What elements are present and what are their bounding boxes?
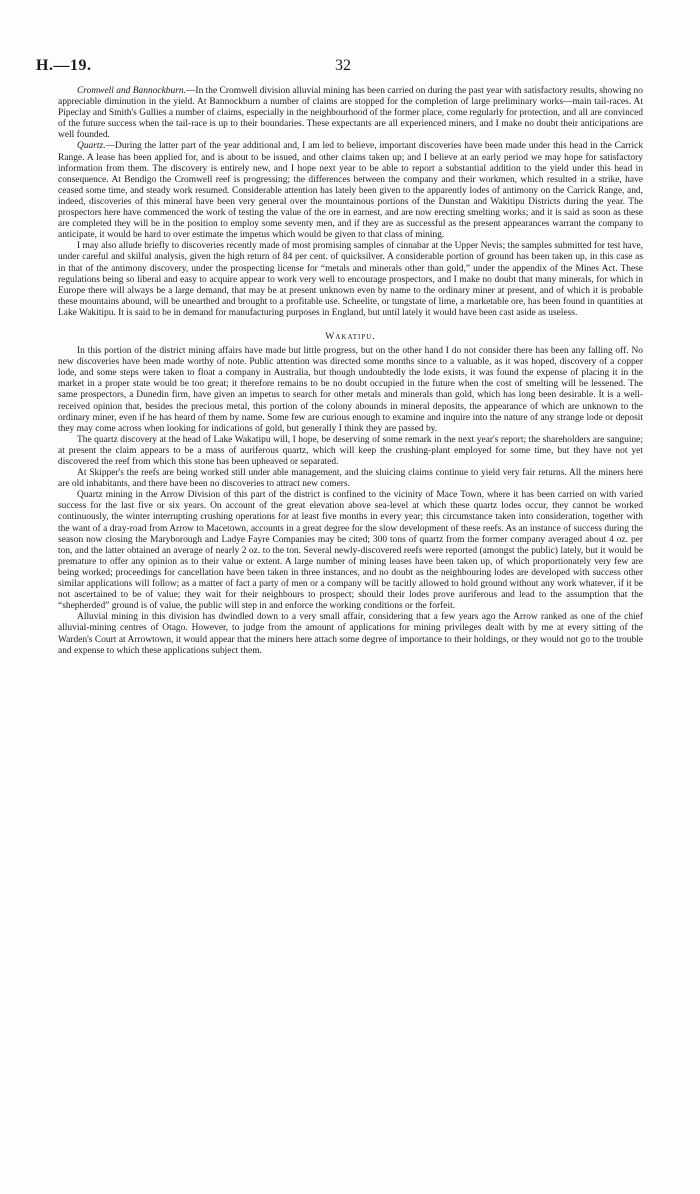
paragraph-cromwell xyxy=(58,86,643,141)
paragraph-lead: Cromwell and Bannockburn. xyxy=(77,86,186,96)
paragraph-lake-wakatipu-quartz: The quartz discovery at the head of Lake Wakatipu will, I hope, be deserving of some remark in the next year's report; the shareholders are sanguine; at present the claim appears to be a mass of auriferous quartz, which will keep the crushing-plant employed for some time, but they have not yet discovered the reef from which this stone has been upheaved or separated. xyxy=(58,434,643,467)
paragraph-quartz xyxy=(58,141,643,241)
page-number: 32 xyxy=(335,57,351,74)
page-header xyxy=(36,57,650,77)
paragraph-text: —In the Cromwell division alluvial mining has been carried on during the past year with satisfactory results, showing no appreciable diminution in the yield. At Bannockburn a number of claims are stopped for the completion of large preliminary works—main tail-races. At Pipeclay and Smith's Gullies a number of claims, especially in the neighbourhood of the former place, come regularly for protection, and all are convinced of the future success when the tail-race is up to their boundaries. These expectants are all experienced miners, and I make no doubt their anticipations are well founded. xyxy=(58,86,643,141)
paragraph-lead: Quartz. xyxy=(77,141,106,152)
paragraph-arrow-quartz: Quartz mining in the Arrow Division of this part of the district is confined to the vicinity of Mace Town, where it has been carried on with varied success for the last five or six years. On account of the great elevation above sea-level at which these quartz lodes occur, they cannot be worked continuously, the winter interrupting crushing operations for at least five months in every year; this circumstance taken into consideration, together with the want of a dray-road from Arrow to Macetown, accounts in a great degree for the slow development of these reefs. As an instance of success during the season now closing the Maryborough and Ladye Fayre Companies may be cited; 300 tons of quartz from the former company averaged about 4 oz. per ton, and the latter obtained an average of nearly 2 oz. to the ton. Several newly-discovered reefs were reported (amongst the public) lately, but it would be premature to offer any opinion as to their value or extent. A large number of mining leases have been taken up, of which proportionately very few are being worked; proceedings for cancellation have been taken in three instances, and no doubt as the neighbouring lodes are developed with success other similar applications will follow; as a matter of fact a party of men or a company will be tacitly allowed to hold ground without any work whatever, if it be not ascertained to be of value; they wait for their neighbours to prospect; should their lodes prove auriferous and lead to the assumption that the “shepherded” ground is of value, the public will step in and enforce the working conditions or the forfeit. xyxy=(58,490,643,612)
paragraph-skippers: At Skipper's the reefs are being worked still under able management, and the sluicing claims continue to yield very fair returns. All the miners here are old inhabitants, and there have been no discoveries to attract new comers. xyxy=(58,468,643,490)
paragraph-text: I may also allude briefly to discoveries recently made of most promising samples of cinnabar at the Upper Nevis; the samples submitted for test have, under careful and skilful analysis, given the high return of 84 per cent. of quicksilver. A considerable portion of ground has been taken up, in this case as in that of the antimony discovery, under the prospecting license for “metals and minerals other than gold,” under the appendix of the Mines Act. These regulations being so liberal and easy to acquire appear to work very well to encourage prospectors, and I make no doubt that many minerals, for which in Europe there will always be a large demand, that may be at present unknown even by name to the ordinary miner at present, and of which it is probable these mountains abound, will be unearthed and brought to a profitable use. Scheelite, or tungstate of lime, a marketable ore, has been found in quantities at Lake Wakitipu. It is said to be in demand for manufacturing purposes in England, but until lately it would have been cast aside as useless. xyxy=(58,241,643,318)
page-body xyxy=(58,86,643,657)
paragraph-cinnabar xyxy=(58,241,643,319)
document-id: H.—19. xyxy=(36,57,92,74)
paragraph-arrow-alluvial: Alluvial mining in this division has dwindled down to a very small affair, considering that a few years ago the Arrow ranked as one of the chief alluvial-mining centres of Otago. However, to judge from the amount of applications for mining privileges dealt with by me at every sitting of the Warden's Court at Arrowtown, it would appear that the miners here attach some degree of importance to their holdings, or they would not go to the trouble and expense to which these applications subject them. xyxy=(58,612,643,656)
paragraph-text: —During the latter part of the year additional and, I am led to believe, important discoveries have been made under this head in the Carrick Range. A lease has been applied for, and is about to be issued, and other claims taken up; and I believe at an early period we may hope for satisfactory information from them. The discovery is entirely new, and I hope next year to be able to report a substantial addition to the yield under this head in consequence. At Bendigo the Cromwell reef is progressing; the differences between the company and their workmen, which resulted in a strike, have ceased some time, and steady work resumed. Considerable attention has lately been given to the apparently lodes of antimony on the Carrick Range, and, indeed, discoveries of this mineral have been very general over the mountainous portions of the Dunstan and Wakitipu Districts during the year. The prospectors here have commenced the work of testing the value of the ore in earnest, and are now erecting smelting works; and it is said as soon as these are completed they will be in the position to employ some seventy men, and if they are as successful as the present appearances warrant the company to anticipate, it would be hard to over estimate the impetus which would be given to that class of mining. xyxy=(58,141,643,241)
section-heading: Wakatipu. xyxy=(325,330,376,342)
paragraph-wakatipu-overview: In this portion of the district mining affairs have made but little progress, but on the other hand I do not consider there has been any falling off. No new discoveries have been made worthy of note. Public attention was directed some months since to a valuable, as it was hoped, discovery of a copper lode, and some steps were taken to float a company in Australia, but though undoubtedly the lode exists, it was found the expense of placing it in the market in a proper state would be too great; it therefore remains to be no doubt occupied in the future when the cost of smelting will be lessened. The same prospectors, a Dunedin firm, have given an impetus to search for other metals and minerals than gold, which has long been desirable. It is a well-received opinion that, besides the precious metal, this portion of the colony abounds in mineral deposits, the appearance of which are unknown to the ordinary miner, even if he has heard of them by name. Some few are curious enough to examine and inquire into the nature of any strange lode or deposit they may come across when looking for indications of gold, but generally I think they are passed by. xyxy=(58,346,643,434)
